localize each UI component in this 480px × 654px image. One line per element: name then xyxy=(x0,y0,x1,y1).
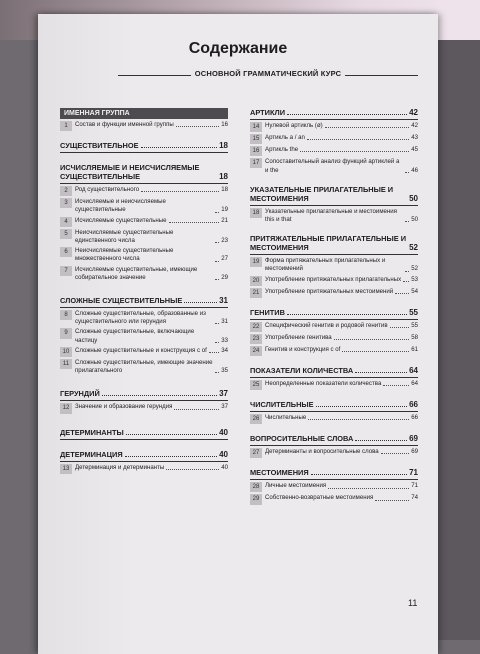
section-page: 18 xyxy=(219,141,228,151)
toc-item-15[interactable] xyxy=(250,134,418,144)
item-page: 40 xyxy=(221,463,228,471)
item-number: 21 xyxy=(250,288,262,298)
section-noun-group xyxy=(60,108,228,119)
item-text: Сложные существительные, включающие частицу xyxy=(75,328,195,344)
item-text: Состав и функции именной группы xyxy=(75,121,174,128)
item-number: 4 xyxy=(60,217,72,227)
item-page: 19 xyxy=(221,206,228,214)
item-text: Неисчисляемые существительные множественного числа xyxy=(75,247,174,263)
toc-item-7[interactable] xyxy=(60,266,228,282)
item-page: 27 xyxy=(221,255,228,263)
toc-item-1[interactable] xyxy=(60,121,228,131)
toc-item-12[interactable] xyxy=(60,403,228,413)
section-numerals[interactable] xyxy=(250,400,418,412)
item-number: 18 xyxy=(250,208,262,218)
section-title: ГЕРУНДИЙ xyxy=(60,389,100,399)
item-number: 13 xyxy=(60,464,72,474)
toc-item-6[interactable] xyxy=(60,247,228,263)
toc-item-2[interactable] xyxy=(60,186,228,196)
item-number: 19 xyxy=(250,257,262,267)
section-demonstratives[interactable] xyxy=(250,185,418,206)
item-page: 43 xyxy=(411,134,418,142)
item-text: Неисчисляемые существительные единственного числа xyxy=(75,228,174,244)
section-title: ПРИТЯЖАТЕЛЬНЫЕ ПРИЛАГАТЕЛЬНЫЕ И МЕСТОИМЕНИЯ xyxy=(250,234,407,253)
toc-item-18[interactable] xyxy=(250,208,418,224)
item-page: 37 xyxy=(221,403,228,411)
item-text: Род существительного xyxy=(75,186,140,194)
item-text: Артикль a / an xyxy=(265,134,305,142)
item-text: Неопределенные показатели количества xyxy=(265,380,382,388)
item-number: 25 xyxy=(250,380,262,390)
toc-item-20[interactable] xyxy=(250,276,418,286)
section-complex-nouns[interactable] xyxy=(60,296,228,308)
toc-left-column xyxy=(60,108,228,474)
section-articles[interactable] xyxy=(250,108,418,120)
item-number: 27 xyxy=(250,448,262,458)
item-text: Числительные xyxy=(265,414,307,422)
page-title: Содержание xyxy=(188,40,288,57)
section-page: 37 xyxy=(219,389,228,399)
item-number: 11 xyxy=(60,359,72,369)
toc-item-11[interactable] xyxy=(60,359,228,375)
item-page: 29 xyxy=(221,273,228,281)
item-text: Специфический генитив и родовой генитив xyxy=(265,321,388,329)
item-text: Сопоставительный анализ функций артиклей a и the xyxy=(265,158,400,174)
item-number: 28 xyxy=(250,482,262,492)
item-page: 34 xyxy=(221,346,228,354)
section-countable[interactable] xyxy=(60,163,228,184)
background-right xyxy=(438,0,480,640)
section-page: 31 xyxy=(219,296,228,306)
toc-item-26[interactable] xyxy=(250,414,418,424)
item-page: 16 xyxy=(221,121,228,128)
toc-item-8[interactable] xyxy=(60,310,228,326)
section-title: ПОКАЗАТЕЛИ КОЛИЧЕСТВА xyxy=(250,366,354,376)
item-page: 71 xyxy=(411,482,418,490)
section-title: ДЕТЕРМИНАНТЫ xyxy=(60,427,124,437)
item-number: 7 xyxy=(60,266,72,276)
item-number: 3 xyxy=(60,198,72,208)
item-number: 6 xyxy=(60,247,72,257)
item-number: 17 xyxy=(250,158,262,168)
toc-item-14[interactable] xyxy=(250,122,418,132)
item-number: 14 xyxy=(250,122,262,132)
toc-item-27[interactable] xyxy=(250,448,418,458)
item-page: 35 xyxy=(221,367,228,375)
course-subtitle xyxy=(118,70,418,80)
item-page: 18 xyxy=(221,186,228,194)
item-text: Исчисляемые существительные, имеющие собирательное значение xyxy=(75,265,198,281)
item-page: 52 xyxy=(411,265,418,273)
item-page: 55 xyxy=(411,321,418,329)
item-page: 64 xyxy=(411,380,418,388)
section-genitive[interactable] xyxy=(250,308,418,320)
section-quantifiers[interactable] xyxy=(250,366,418,378)
item-number: 5 xyxy=(60,229,72,239)
section-page: 50 xyxy=(409,193,418,203)
item-text: Исчисляемые существительные xyxy=(75,216,167,224)
section-title: ИМЕННАЯ ГРУППА xyxy=(64,110,130,117)
background-right-top xyxy=(438,0,480,40)
item-text: Собственно-возвратные местоимения xyxy=(265,494,374,502)
toc-right-column xyxy=(250,108,418,505)
item-page: 21 xyxy=(221,216,228,224)
section-page: 66 xyxy=(409,400,418,410)
item-text: Форма притяжательных прилагательных и местоимений xyxy=(265,257,386,273)
item-page: 46 xyxy=(411,166,418,174)
toc-item-17[interactable] xyxy=(250,158,418,174)
item-text: Употребление притяжательных прилагательных xyxy=(265,275,402,283)
item-text: Сложные существительные, образованные из существительного или герундия xyxy=(75,310,206,326)
toc-item-3[interactable] xyxy=(60,198,228,214)
item-number: 26 xyxy=(250,414,262,424)
section-page: 52 xyxy=(409,243,418,253)
section-page: 69 xyxy=(409,434,418,444)
item-number: 20 xyxy=(250,276,262,286)
item-text: Детерминация и детерминанты xyxy=(75,463,165,471)
item-text: Сложные существительные, имеющие значение прилагательного xyxy=(75,359,213,375)
item-page: 53 xyxy=(411,275,418,283)
item-number: 9 xyxy=(60,328,72,338)
toc-item-24[interactable] xyxy=(250,346,418,356)
section-page: 71 xyxy=(409,468,418,478)
section-noun[interactable] xyxy=(60,141,228,153)
item-page: 58 xyxy=(411,333,418,341)
item-page: 50 xyxy=(411,215,418,223)
item-page: 61 xyxy=(411,345,418,353)
toc-item-19[interactable] xyxy=(250,257,418,273)
section-title: СУЩЕСТВИТЕЛЬНОЕ xyxy=(60,141,139,151)
item-number: 1 xyxy=(60,121,72,131)
item-page: 74 xyxy=(411,494,418,502)
item-page: 45 xyxy=(411,146,418,154)
item-number: 8 xyxy=(60,310,72,320)
section-title: АРТИКЛИ xyxy=(250,108,286,117)
item-number: 2 xyxy=(60,186,72,196)
section-page: 42 xyxy=(409,108,418,117)
section-page: 40 xyxy=(219,427,228,437)
section-determination[interactable] xyxy=(60,450,228,462)
item-text: Нулевой артикль (ø) xyxy=(265,122,323,129)
item-text: Генитив и конструкция с of xyxy=(265,345,341,353)
book-page xyxy=(38,14,438,654)
item-number: 10 xyxy=(60,347,72,357)
item-number: 16 xyxy=(250,146,262,156)
section-title: СЛОЖНЫЕ СУЩЕСТВИТЕЛЬНЫЕ xyxy=(60,296,183,306)
item-page: 69 xyxy=(411,448,418,456)
section-determiners[interactable] xyxy=(60,428,228,440)
item-text: Детерминанты и вопросительные слова xyxy=(265,448,379,456)
item-number: 23 xyxy=(250,334,262,344)
section-question-words[interactable] xyxy=(250,434,418,446)
item-number: 29 xyxy=(250,494,262,504)
item-number: 22 xyxy=(250,322,262,332)
item-text: Личные местоимения xyxy=(265,482,327,490)
section-page: 64 xyxy=(409,366,418,376)
page-number: 11 xyxy=(408,598,418,608)
toc-item-4[interactable] xyxy=(60,217,228,227)
item-page: 31 xyxy=(221,318,228,326)
item-text: Исчисляемые и неисчисляемые существительные xyxy=(75,198,166,214)
section-page: 40 xyxy=(219,449,228,459)
section-page: 18 xyxy=(219,172,228,182)
toc-item-21[interactable] xyxy=(250,288,418,298)
section-pronouns[interactable] xyxy=(250,468,418,480)
item-number: 12 xyxy=(60,403,72,413)
section-title: ИСЧИСЛЯЕМЫЕ И НЕИСЧИСЛЯЕМЫЕ СУЩЕСТВИТЕЛЬНЫЕ xyxy=(60,163,200,182)
item-page: 33 xyxy=(221,336,228,344)
toc-item-23[interactable] xyxy=(250,334,418,344)
toc-item-9[interactable] xyxy=(60,328,228,344)
item-text: Указательные прилагательные и местоимения this и that xyxy=(265,207,397,223)
toc-item-5[interactable] xyxy=(60,229,228,245)
item-page: 54 xyxy=(411,287,418,295)
toc-item-13[interactable] xyxy=(60,464,228,474)
section-title: ДЕТЕРМИНАЦИЯ xyxy=(60,449,123,459)
section-title: ВОПРОСИТЕЛЬНЫЕ СЛОВА xyxy=(250,434,354,444)
item-number: 24 xyxy=(250,346,262,356)
section-page: 55 xyxy=(409,307,418,317)
section-title: УКАЗАТЕЛЬНЫЕ ПРИЛАГАТЕЛЬНЫЕ И МЕСТОИМЕНИЯ xyxy=(250,184,394,203)
course-subtitle-text: ОСНОВНОЙ ГРАММАТИЧЕСКИЙ КУРС xyxy=(191,69,346,78)
toc-item-16[interactable] xyxy=(250,146,418,156)
item-text: Употребление притяжательных местоимений xyxy=(265,287,394,295)
toc-item-10[interactable] xyxy=(60,347,228,357)
toc-item-22[interactable] xyxy=(250,322,418,332)
item-page: 66 xyxy=(411,414,418,422)
item-text: Артикль the xyxy=(265,146,299,154)
item-page: 42 xyxy=(411,122,418,129)
section-title: ГЕНИТИВ xyxy=(250,307,285,317)
item-text: Значение и образование герундия xyxy=(75,403,173,411)
section-title: ЧИСЛИТЕЛЬНЫЕ xyxy=(250,400,314,410)
item-page: 23 xyxy=(221,236,228,244)
toc-item-28[interactable] xyxy=(250,482,418,492)
item-text: Сложные существительные и конструкция с of xyxy=(75,346,207,354)
toc-item-29[interactable] xyxy=(250,494,418,504)
section-gerund[interactable] xyxy=(60,389,228,401)
toc-item-25[interactable] xyxy=(250,380,418,390)
item-text: Употребление генитива xyxy=(265,333,332,341)
section-possessives[interactable] xyxy=(250,234,418,255)
item-number: 15 xyxy=(250,134,262,144)
section-title: МЕСТОИМЕНИЯ xyxy=(250,468,309,478)
